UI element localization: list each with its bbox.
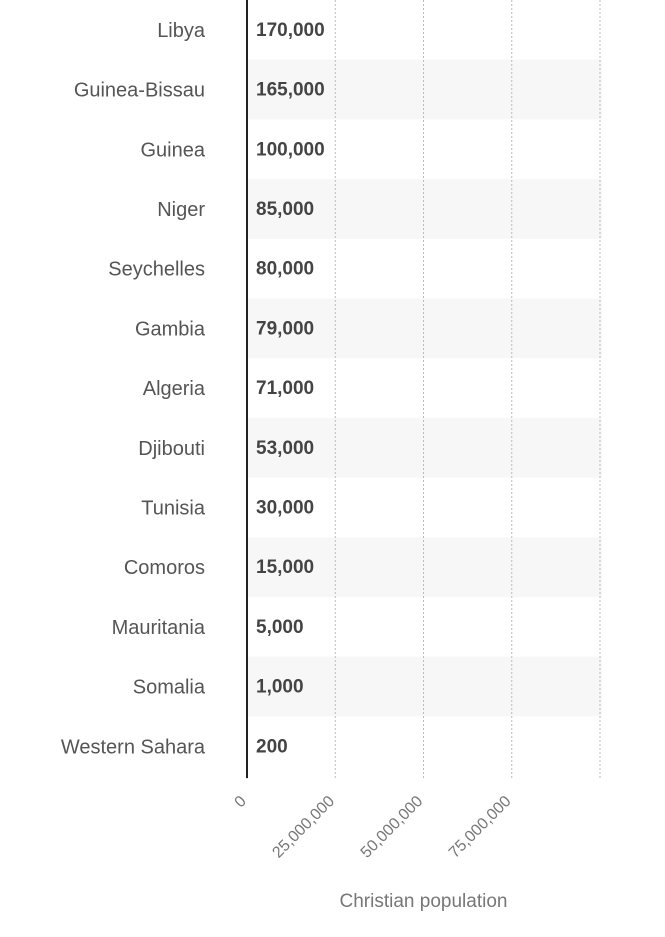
value-label: 30,000 (256, 497, 315, 519)
value-label: 200 (256, 736, 288, 758)
value-label: 85,000 (256, 198, 315, 220)
x-tick-label: 50,000,000 (357, 792, 427, 862)
value-label: 165,000 (256, 79, 325, 101)
category-label: Guinea (140, 139, 205, 162)
category-label: Libya (157, 19, 205, 42)
category-label: Mauritania (111, 616, 205, 639)
value-labels (256, 20, 325, 757)
x-tick-label: 75,000,000 (445, 792, 515, 862)
value-label: 71,000 (256, 378, 315, 400)
category-label: Djibouti (138, 437, 205, 460)
x-axis-title: Christian population (339, 891, 508, 912)
value-label: 5,000 (256, 616, 304, 638)
value-label: 1,000 (256, 676, 304, 698)
category-label: Algeria (142, 378, 205, 401)
value-label: 100,000 (256, 139, 325, 161)
value-label: 53,000 (256, 437, 315, 459)
x-tick-label: 0 (231, 792, 250, 812)
category-label: Comoros (123, 557, 205, 580)
value-label: 79,000 (256, 318, 315, 340)
value-label: 15,000 (256, 557, 315, 579)
category-labels (61, 20, 206, 758)
category-label: Seychelles (108, 258, 205, 281)
x-tick-label: 25,000,000 (269, 792, 339, 862)
category-label: Guinea-Bissau (73, 79, 205, 102)
category-label: Tunisia (141, 497, 205, 520)
category-label: Niger (157, 198, 205, 221)
value-label: 170,000 (256, 19, 325, 41)
category-label: Western Sahara (60, 736, 205, 759)
category-label: Gambia (134, 318, 205, 341)
value-label: 80,000 (256, 258, 315, 280)
x-tick-labels (232, 793, 515, 862)
category-label: Somalia (132, 676, 205, 699)
